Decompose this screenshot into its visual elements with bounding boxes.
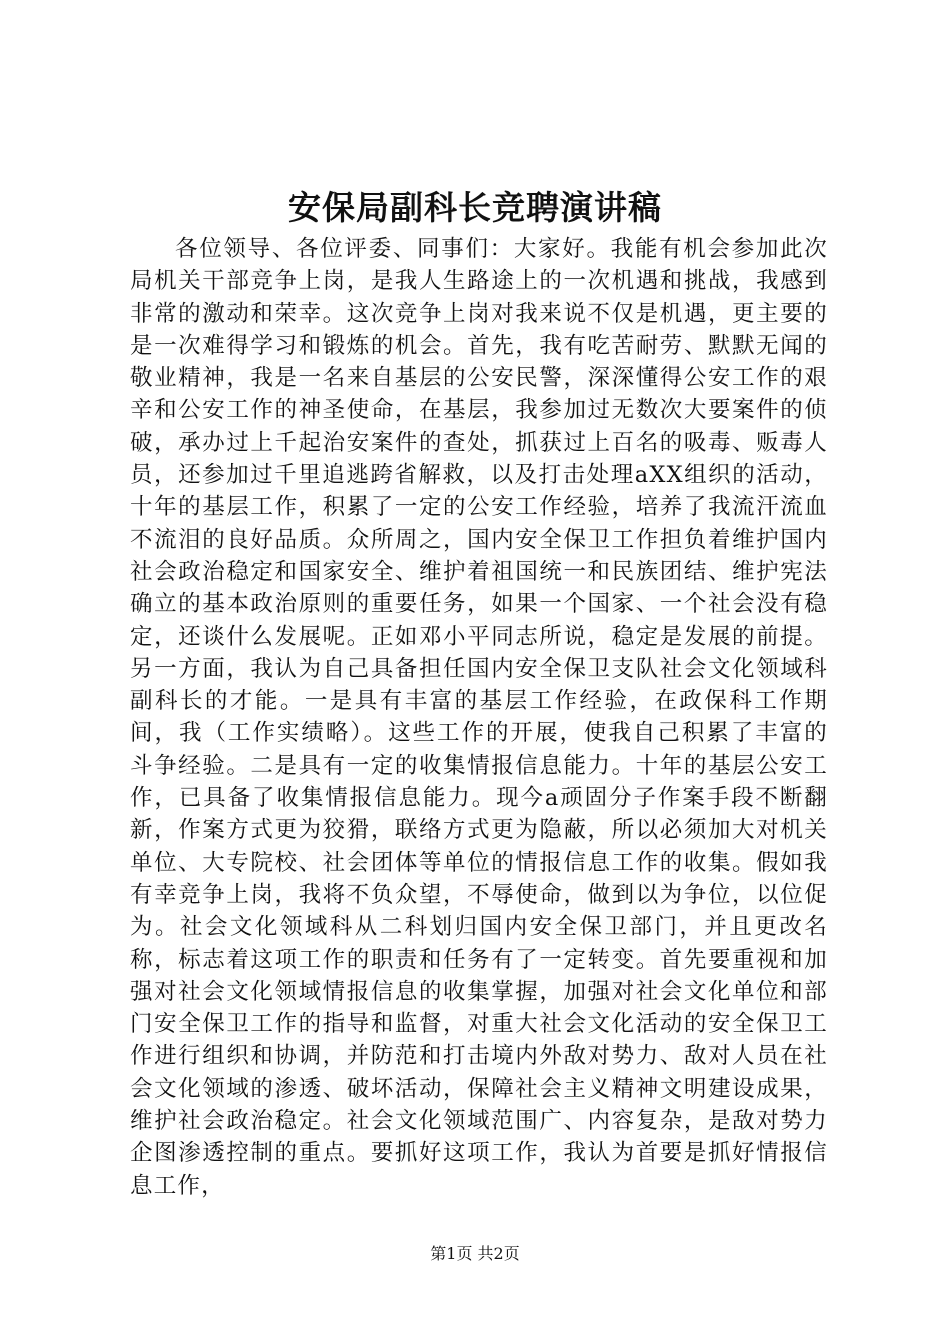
document-body-paragraph: 各位领导、各位评委、同事们：大家好。我能有机会参加此次局机关干部竞争上岗，是我人生路途上的一次机遇和挑战，我感到非常的激动和荣幸。这次竞争上岗对我来说不仅是机遇，更主要的是一次难得学习和锻炼的机会。首先，我有吃苦耐劳、默默无闻的敬业精神，我是一名来自基层的公安民警，深深懂得公安工作的艰辛和公安工作的神圣使命，在基层，我参加过无数次大要案件的侦破，承办过上千起治安案件的查处，抓获过上百名的吸毒、贩毒人员，还参加过千里追逃跨省解救，以及打击处理aXX组织的活动，十年的基层工作，积累了一定的公安工作经验，培养了我流汗流血不流泪的良好品质。众所周之，国内安全保卫工作担负着维护国内社会政治稳定和国家安全、维护着祖国统一和民族团结、维护宪法确立的基本政治原则的重要任务，如果一个国家、一个社会没有稳定，还谈什么发展呢。正如邓小平同志所说，稳定是发展的前提。另一方面，我认为自己具备担任国内安全保卫支队社会文化领域科副科长的才能。一是具有丰富的基层工作经验，在政保科工作期间，我（工作实绩略）。这些工作的开展，使我自己积累了丰富的斗争经验。二是具有一定的收集情报信息能力。十年的基层公安工作，已具备了收集情报信息能力。现今a顽固分子作案手段不断翻新，作案方式更为狡猾，联络方式更为隐蔽，所以必须加大对机关单位、大专院校、社会团体等单位的情报信息工作的收集。假如我有幸竞争上岗，我将不负众望，不辱使命，做到以为争位，以位促为。社会文化领域科从二科划归国内安全保卫部门，并且更改名称，标志着这项工作的职责和任务有了一定转变。首先要重视和加强对社会文化领域情报信息的收集掌握，加强对社会文化单位和部门安全保卫工作的指导和监督，对重大社会文化活动的安全保卫工作进行组织和协调，并防范和打击境内外敌对势力、敌对人员在社会文化领域的渗透、破坏活动，保障社会主义精神文明建设成果，维护社会政治稳定。社会文化领域范围广、内容复杂，是敌对势力企图渗透控制的重点。要抓好这项工作，我认为首要是抓好情报信息工作， [130, 236, 828, 1199]
page-number-footer: 第1页 共2页 [430, 1244, 520, 1263]
document-title: 安保局副科长竞聘演讲稿 [288, 188, 662, 227]
